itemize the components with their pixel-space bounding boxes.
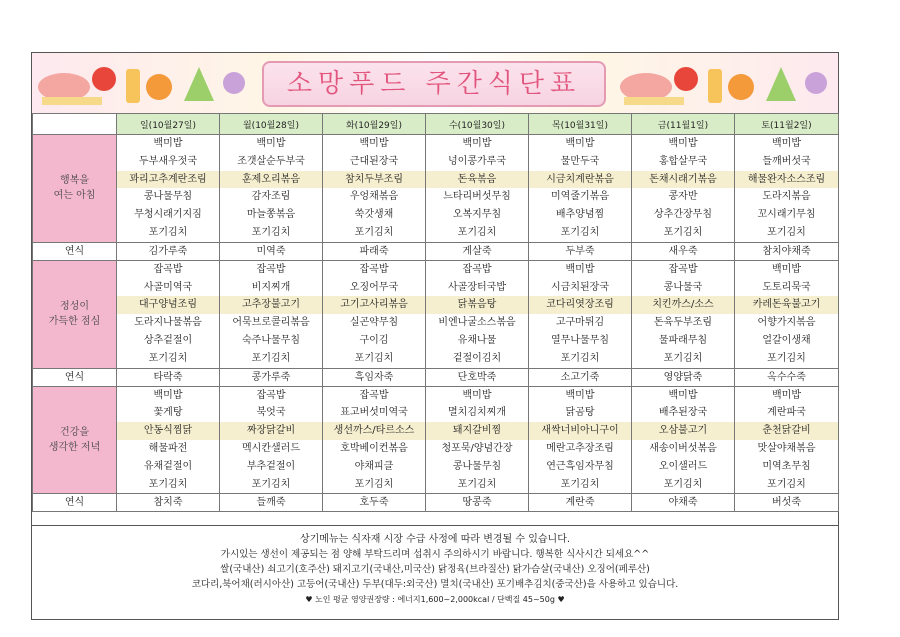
menu-item: 포기김치 (529, 224, 632, 242)
day-header: 목(10월31일) (529, 114, 632, 135)
meal-row (33, 332, 839, 350)
day-header: 화(10월29일) (323, 114, 426, 135)
soft-food-item: 콩가루죽 (220, 368, 323, 386)
menu-item: 유채겉절이 (117, 458, 220, 476)
soft-food-item: 미역죽 (220, 242, 323, 260)
menu-item: 포기김치 (426, 224, 529, 242)
soft-food-label: 연식 (33, 368, 117, 386)
meal-row (33, 171, 839, 189)
soft-food-label: 연식 (33, 494, 117, 512)
menu-item: 유채나물 (426, 332, 529, 350)
menu-item: 포기김치 (529, 350, 632, 368)
menu-item: 백미밥 (117, 135, 220, 153)
meal-time-label-line: 여는 아침 (53, 190, 96, 202)
menu-item: 포기김치 (117, 224, 220, 242)
meal-row (33, 260, 839, 278)
menu-item: 멕시칸샐러드 (220, 440, 323, 458)
menu-item: 시금치된장국 (529, 279, 632, 297)
menu-item: 꼬시래기무침 (735, 206, 839, 224)
meal-time-label-line: 가득한 점심 (48, 316, 101, 328)
soft-food-item: 야채죽 (632, 494, 735, 512)
menu-item: 숙주나물무침 (220, 332, 323, 350)
menu-item: 잡곡밥 (323, 260, 426, 278)
menu-item: 백미밥 (735, 386, 839, 404)
soft-food-item: 들깨죽 (220, 494, 323, 512)
soft-food-item: 땅콩죽 (426, 494, 529, 512)
menu-item: 콩나물무침 (117, 188, 220, 206)
menu-item: 상추간장무침 (632, 206, 735, 224)
menu-item: 잡곡밥 (323, 386, 426, 404)
menu-item: 물파래무침 (632, 332, 735, 350)
menu-item: 열무나물무침 (529, 332, 632, 350)
menu-item: 청포묵/양념간장 (426, 440, 529, 458)
meal-row (33, 153, 839, 171)
menu-item: 야채피클 (323, 458, 426, 476)
menu-item: 배추된장국 (632, 404, 735, 422)
menu-item: 상추겉절이 (117, 332, 220, 350)
menu-item: 느타리버섯무침 (426, 188, 529, 206)
menu-item: 북엇국 (220, 404, 323, 422)
meal-row (33, 440, 839, 458)
meal-time-label-line: 행복을 (60, 175, 89, 187)
soft-food-item: 소고기죽 (529, 368, 632, 386)
menu-item: 새싹너비아니구이 (529, 422, 632, 440)
menu-item: 백미밥 (632, 135, 735, 153)
soft-food-item: 영양닭죽 (632, 368, 735, 386)
menu-item: 포기김치 (323, 224, 426, 242)
menu-item: 얼갈이생채 (735, 332, 839, 350)
soft-food-item: 게살죽 (426, 242, 529, 260)
menu-item: 계란파국 (735, 404, 839, 422)
menu-item: 돈육볶음 (426, 171, 529, 189)
soft-food-row (33, 242, 839, 260)
menu-item: 비지찌개 (220, 279, 323, 297)
soft-food-item: 흑임자죽 (323, 368, 426, 386)
menu-item: 포기김치 (632, 350, 735, 368)
meal-row (33, 404, 839, 422)
menu-item: 고구마튀김 (529, 314, 632, 332)
menu-item: 돈육두부조림 (632, 314, 735, 332)
menu-item: 콩나물국 (632, 279, 735, 297)
day-header: 금(11월1일) (632, 114, 735, 135)
menu-item: 돼지갈비찜 (426, 422, 529, 440)
page-title: 소망푸드 주간식단표 (262, 61, 606, 107)
soft-food-item: 계란죽 (529, 494, 632, 512)
menu-item: 코다리엿장조림 (529, 296, 632, 314)
notice-line: 상기메뉴는 식자재 시장 수급 사정에 따라 변경될 수 있습니다. (299, 534, 571, 545)
soft-food-item: 단호박죽 (426, 368, 529, 386)
meal-row (33, 386, 839, 404)
menu-item: 새송이버섯볶음 (632, 440, 735, 458)
menu-item: 두부새우젓국 (117, 153, 220, 171)
meal-row (33, 422, 839, 440)
menu-item: 백미밥 (220, 135, 323, 153)
menu-item: 표고버섯미역국 (323, 404, 426, 422)
menu-item: 백미밥 (529, 386, 632, 404)
meal-row (33, 314, 839, 332)
menu-item: 포기김치 (220, 350, 323, 368)
soft-food-row (33, 368, 839, 386)
meal-row (33, 224, 839, 242)
menu-item: 고기고사리볶음 (323, 296, 426, 314)
menu-item: 춘천닭갈비 (735, 422, 839, 440)
menu-item: 오복지무침 (426, 206, 529, 224)
soft-food-item: 버섯죽 (735, 494, 839, 512)
menu-item: 콩자반 (632, 188, 735, 206)
menu-item: 포기김치 (632, 476, 735, 494)
soft-food-item: 새우죽 (632, 242, 735, 260)
menu-item: 사골미역국 (117, 279, 220, 297)
soft-food-item: 호두죽 (323, 494, 426, 512)
meal-time-label-line: 건강을 (60, 426, 89, 438)
menu-item: 백미밥 (735, 135, 839, 153)
menu-item: 어향가지볶음 (735, 314, 839, 332)
soft-food-row (33, 494, 839, 512)
notice-box (32, 525, 838, 620)
menu-item: 포기김치 (117, 350, 220, 368)
menu-item: 호박베이컨볶음 (323, 440, 426, 458)
soft-food-item: 두부죽 (529, 242, 632, 260)
menu-item: 백미밥 (323, 135, 426, 153)
menu-item: 해물파전 (117, 440, 220, 458)
meal-row (33, 458, 839, 476)
menu-item: 마늘쫑볶음 (220, 206, 323, 224)
menu-item: 꽃게탕 (117, 404, 220, 422)
menu-item: 포기김치 (735, 224, 839, 242)
menu-item: 잡곡밥 (220, 260, 323, 278)
meal-row (33, 350, 839, 368)
meal-row (33, 188, 839, 206)
day-header: 일(10월27일) (117, 114, 220, 135)
meal-row (33, 296, 839, 314)
nutrition-note: ♥ 노인 평균 영양권장량 : 에너지1,600~2,000kcal / 단백질 45~50g ♥ (305, 595, 565, 604)
notice-line: 코다리,북어채(러시아산) 고등어(국내산) 두부(대두:외국산) 멸치(국내산) 포기배추김치(중국산)을 사용하고 있습니다. (191, 579, 679, 590)
notice-line: 가시있는 생선이 제공되는 점 양해 부탁드리며 섭취시 주의하시기 바랍니다. 행복한 식사시간 되세요^^ (220, 549, 650, 560)
soft-food-item: 옥수수죽 (735, 368, 839, 386)
menu-item: 해물완자소스조림 (735, 171, 839, 189)
menu-item: 포기김치 (323, 350, 426, 368)
menu-item: 도라지볶음 (735, 188, 839, 206)
meal-time-label (33, 260, 117, 368)
menu-item: 닭볶음탕 (426, 296, 529, 314)
menu-item: 백미밥 (117, 386, 220, 404)
meal-time-label-line: 정성이 (60, 301, 89, 313)
soft-food-item: 김가루죽 (117, 242, 220, 260)
meal-row (33, 476, 839, 494)
menu-item: 잡곡밥 (117, 260, 220, 278)
soft-food-item: 참치야채죽 (735, 242, 839, 260)
menu-item: 부추겉절이 (220, 458, 323, 476)
menu-item: 포기김치 (632, 224, 735, 242)
menu-item: 구이김 (323, 332, 426, 350)
title-banner (32, 53, 838, 114)
menu-item: 오징어무국 (323, 279, 426, 297)
menu-item: 물만두국 (529, 153, 632, 171)
menu-item: 꽈리고추계란조림 (117, 171, 220, 189)
menu-item: 포기김치 (735, 350, 839, 368)
menu-item: 멸치김치찌개 (426, 404, 529, 422)
menu-item: 포기김치 (735, 476, 839, 494)
food-illustration-left (34, 57, 254, 109)
menu-item: 백미밥 (529, 135, 632, 153)
menu-item: 포기김치 (323, 476, 426, 494)
menu-item: 미역줄기볶음 (529, 188, 632, 206)
header-corner (33, 114, 117, 135)
menu-item: 넝이콩가루국 (426, 153, 529, 171)
menu-item: 시금치계란볶음 (529, 171, 632, 189)
menu-item: 도토리묵국 (735, 279, 839, 297)
menu-item: 짜장닭갈비 (220, 422, 323, 440)
menu-item: 맛살야채볶음 (735, 440, 839, 458)
menu-item: 우엉채볶음 (323, 188, 426, 206)
menu-item: 생선까스/타르소스 (323, 422, 426, 440)
menu-item: 어묵브로콜리볶음 (220, 314, 323, 332)
menu-item: 도라지나물볶음 (117, 314, 220, 332)
menu-item: 근대된장국 (323, 153, 426, 171)
menu-item: 실곤약무침 (323, 314, 426, 332)
menu-item: 사골장터국밥 (426, 279, 529, 297)
menu-item: 연근흑임자무침 (529, 458, 632, 476)
menu-item: 미역초무침 (735, 458, 839, 476)
menu-item: 치킨까스/소스 (632, 296, 735, 314)
menu-item: 콩나물무침 (426, 458, 529, 476)
menu-item: 오삼불고기 (632, 422, 735, 440)
menu-item: 홍합살무국 (632, 153, 735, 171)
menu-item: 훈제오리볶음 (220, 171, 323, 189)
menu-item: 비엔나굴소스볶음 (426, 314, 529, 332)
soft-food-item: 타락죽 (117, 368, 220, 386)
meal-row (33, 206, 839, 224)
menu-item: 잡곡밥 (632, 260, 735, 278)
meal-time-label (33, 386, 117, 494)
menu-item: 무청시래기지짐 (117, 206, 220, 224)
menu-item: 포기김치 (220, 476, 323, 494)
day-header: 수(10월30일) (426, 114, 529, 135)
menu-sheet (31, 52, 839, 620)
soft-food-item: 파래죽 (323, 242, 426, 260)
menu-item: 참치두부조림 (323, 171, 426, 189)
menu-item: 고추장불고기 (220, 296, 323, 314)
meal-time-label-line: 생각한 저녁 (48, 441, 101, 453)
meal-row (33, 135, 839, 153)
menu-item: 잡곡밥 (220, 386, 323, 404)
menu-item: 조갯살순두부국 (220, 153, 323, 171)
menu-item: 포기김치 (529, 476, 632, 494)
menu-item: 배추양념찜 (529, 206, 632, 224)
menu-item: 닭곰탕 (529, 404, 632, 422)
menu-item: 안동식찜닭 (117, 422, 220, 440)
day-header-row (33, 114, 839, 135)
meal-row (33, 279, 839, 297)
menu-item: 잡곡밥 (426, 260, 529, 278)
soft-food-label: 연식 (33, 242, 117, 260)
menu-item: 겉절이김치 (426, 350, 529, 368)
menu-item: 백미밥 (735, 260, 839, 278)
menu-item: 메란고추장조림 (529, 440, 632, 458)
menu-item: 백미밥 (426, 135, 529, 153)
meal-time-label (33, 135, 117, 243)
menu-item: 백미밥 (529, 260, 632, 278)
menu-item: 돈채시래기볶음 (632, 171, 735, 189)
menu-item: 포기김치 (220, 224, 323, 242)
weekly-menu-table (32, 113, 839, 512)
menu-item: 오이샐러드 (632, 458, 735, 476)
menu-item: 쑥갓생채 (323, 206, 426, 224)
menu-item: 백미밥 (632, 386, 735, 404)
menu-item: 대구양념조림 (117, 296, 220, 314)
menu-body (33, 135, 839, 512)
day-header: 토(11월2일) (735, 114, 839, 135)
menu-item: 백미밥 (426, 386, 529, 404)
soft-food-item: 참치죽 (117, 494, 220, 512)
menu-item: 포기김치 (117, 476, 220, 494)
menu-item: 카레돈육불고기 (735, 296, 839, 314)
menu-item: 들깨버섯국 (735, 153, 839, 171)
menu-item: 감자조림 (220, 188, 323, 206)
notice-line: 쌀(국내산) 쇠고기(호주산) 돼지고기(국내산,미국산) 닭정육(브라질산) 닭가슴살(국내산) 오징어(페루산) (220, 564, 650, 575)
food-illustration-right (616, 57, 836, 109)
day-header: 월(10월28일) (220, 114, 323, 135)
menu-item: 포기김치 (426, 476, 529, 494)
